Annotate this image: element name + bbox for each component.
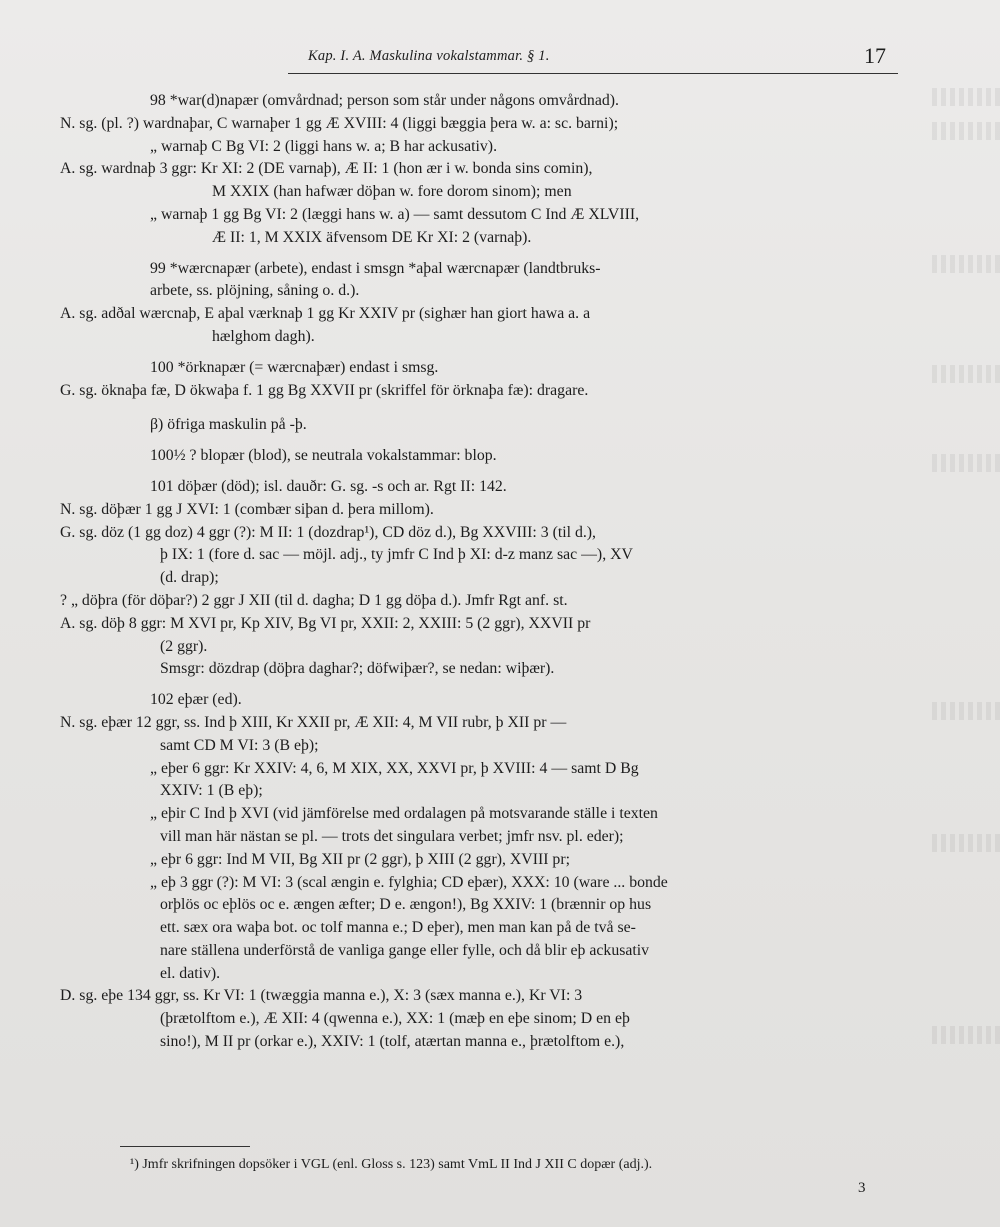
entry-line: N. sg. (pl. ?) wardnaþar, C warnaþer 1 gg Æ XVIII: 4 (liggi bæggia þera w. a: sc. barni);: [60, 114, 619, 132]
entry-line: G. sg. öknaþa fæ, D ökwaþa f. 1 gg Bg XXVII pr (skriffel för örknaþa fæ): dragare.: [60, 381, 589, 399]
bleed-through-text: [932, 702, 1000, 720]
entry-line: G. sg. döz (1 gg doz) 4 ggr (?): M II: 1 (dozdrap¹), CD döz d.), Bg XXVIII: 3 (til d.),: [60, 523, 597, 541]
entry-line: N. sg. eþær 12 ggr, ss. Ind þ XIII, Kr XXII pr, Æ XII: 4, M VII rubr, þ XII pr —: [60, 713, 567, 731]
entry-line: nare ställena underförstå de vanliga gange eller fylle, och då blir eþ ackusativ: [160, 941, 650, 959]
entry-line: orþlös oc eþlös oc e. ængen æfter; D e. ængon!), Bg XXIV: 1 (brænnir op hus: [160, 896, 652, 914]
page-number: 17: [864, 43, 886, 68]
dictionary-entries: [60, 84, 890, 1054]
entry-line: vill man här nästan se pl. — trots det singulara verbet; jmfr nsv. pl. eder);: [160, 827, 624, 845]
entry-line: 101 döþær (död); isl. dauðr: G. sg. -s och ar. Rgt II: 142.: [150, 477, 507, 495]
entry-line: el. dativ).: [160, 964, 221, 982]
entry-line: XXIV: 1 (B eþ);: [160, 782, 263, 800]
entry-line: hælghom dagh).: [212, 327, 315, 345]
entry-line: samt CD M VI: 3 (B eþ);: [160, 736, 319, 754]
entry-line: þ IX: 1 (fore d. sac — möjl. adj., ty jmfr C Ind þ XI: d-z manz sac —), XV: [160, 546, 633, 564]
bleed-through-text: [932, 1026, 1000, 1044]
entry-line: (2 ggr).: [160, 637, 208, 655]
running-title: Kap. I. A. Maskulina vokalstammar. § 1.: [308, 48, 550, 64]
entry-line: sino!), M II pr (orkar e.), XXIV: 1 (tolf, atærtan manna e., þrætolftom e.),: [160, 1033, 625, 1051]
page-header: [288, 43, 898, 74]
entry-line: Smsgr: dözdrap (döþra daghar?; döfwiþær?, se nedan: wiþær).: [160, 660, 555, 678]
entry-line: A. sg. adðal wærcnaþ, E aþal værknaþ 1 gg Kr XXIV pr (sighær han giort hawa a. a: [60, 305, 591, 323]
entry-line: Æ II: 1, M XXIX äfvensom DE Kr XI: 2 (varnaþ).: [212, 228, 532, 246]
bleed-through-text: [932, 88, 1000, 106]
entry-line: arbete, ss. plöjning, såning o. d.).: [150, 282, 360, 300]
entry-line: (þrætolftom e.), Æ XII: 4 (qwenna e.), XX: 1 (mæþ en eþe sinom; D en eþ: [160, 1010, 630, 1028]
section-heading: β) öfriga maskulin på -þ.: [150, 416, 307, 434]
entry-line: A. sg. döþ 8 ggr: M XVI pr, Kp XIV, Bg VI pr, XXII: 2, XXIII: 5 (2 ggr), XXVII pr: [60, 614, 591, 632]
bleed-through-text: [932, 365, 1000, 383]
entry-line: N. sg. döþær 1 gg J XVI: 1 (combær siþan d. þera millom).: [60, 500, 434, 518]
bleed-through-text: [932, 834, 1000, 852]
entry-line: 100 *örknapær (= wærcnaþær) endast i smsg.: [150, 358, 439, 376]
entry-line: „ eþir C Ind þ XVI (vid jämförelse med ordalagen på motsvarande ställe i texten: [150, 805, 658, 823]
entry-line: „ warnaþ C Bg VI: 2 (liggi hans w. a; B har ackusativ).: [150, 137, 498, 155]
entry-line: 102 eþær (ed).: [150, 691, 242, 709]
bleed-through-text: [932, 122, 1000, 140]
entry-line: 98 *war(d)napær (omvårdnad; person som står under någons omvårdnad).: [150, 92, 619, 109]
entry-line: 99 *wærcnapær (arbete), endast i smsgn *aþal wærcnapær (landtbruks-: [150, 259, 601, 277]
entry-line: ? „ döþra (för döþar?) 2 ggr J XII (til d. dagha; D 1 gg döþa d.). Jmfr Rgt anf. st.: [60, 591, 568, 609]
entry-line: ett. sæx ora waþa bot. oc tolf manna e.; D eþer), men man kan på de två se-: [160, 919, 636, 937]
entry-line: „ eþ 3 ggr (?): M VI: 3 (scal ængin e. fylghia; CD eþær), XXX: 10 (ware ... bonde: [150, 873, 668, 891]
signature-number: 3: [858, 1180, 866, 1196]
entry-line: 100½ ? blopær (blod), se neutrala vokalstammar: blop.: [150, 447, 497, 465]
entry-line: „ eþer 6 ggr: Kr XXIV: 4, 6, M XIX, XX, XXVI pr, þ XVIII: 4 — samt D Bg: [150, 759, 639, 777]
footnote-divider: [120, 1146, 250, 1147]
footnote: ¹) Jmfr skrifningen dopsöker i VGL (enl. Gloss s. 123) samt VmL II Ind J XII C dopær (adj.).: [130, 1157, 653, 1172]
entry-line: „ eþr 6 ggr: Ind M VII, Bg XII pr (2 ggr), þ XIII (2 ggr), XVIII pr;: [150, 850, 570, 868]
entry-line: „ warnaþ 1 gg Bg VI: 2 (læggi hans w. a) — samt dessutom C Ind Æ XLVIII,: [150, 205, 640, 223]
entry-line: D. sg. eþe 134 ggr, ss. Kr VI: 1 (twæggia manna e.), X: 3 (sæx manna e.), Kr VI: 3: [60, 987, 583, 1005]
bleed-through-text: [932, 255, 1000, 273]
entry-line: M XXIX (han hafwær döþan w. fore dorom sinom); men: [212, 183, 572, 201]
bleed-through-text: [932, 454, 1000, 472]
entry-line: (d. drap);: [160, 569, 219, 587]
entry-line: A. sg. wardnaþ 3 ggr: Kr XI: 2 (DE varnaþ), Æ II: 1 (hon ær i w. bonda sins comin),: [60, 160, 593, 178]
